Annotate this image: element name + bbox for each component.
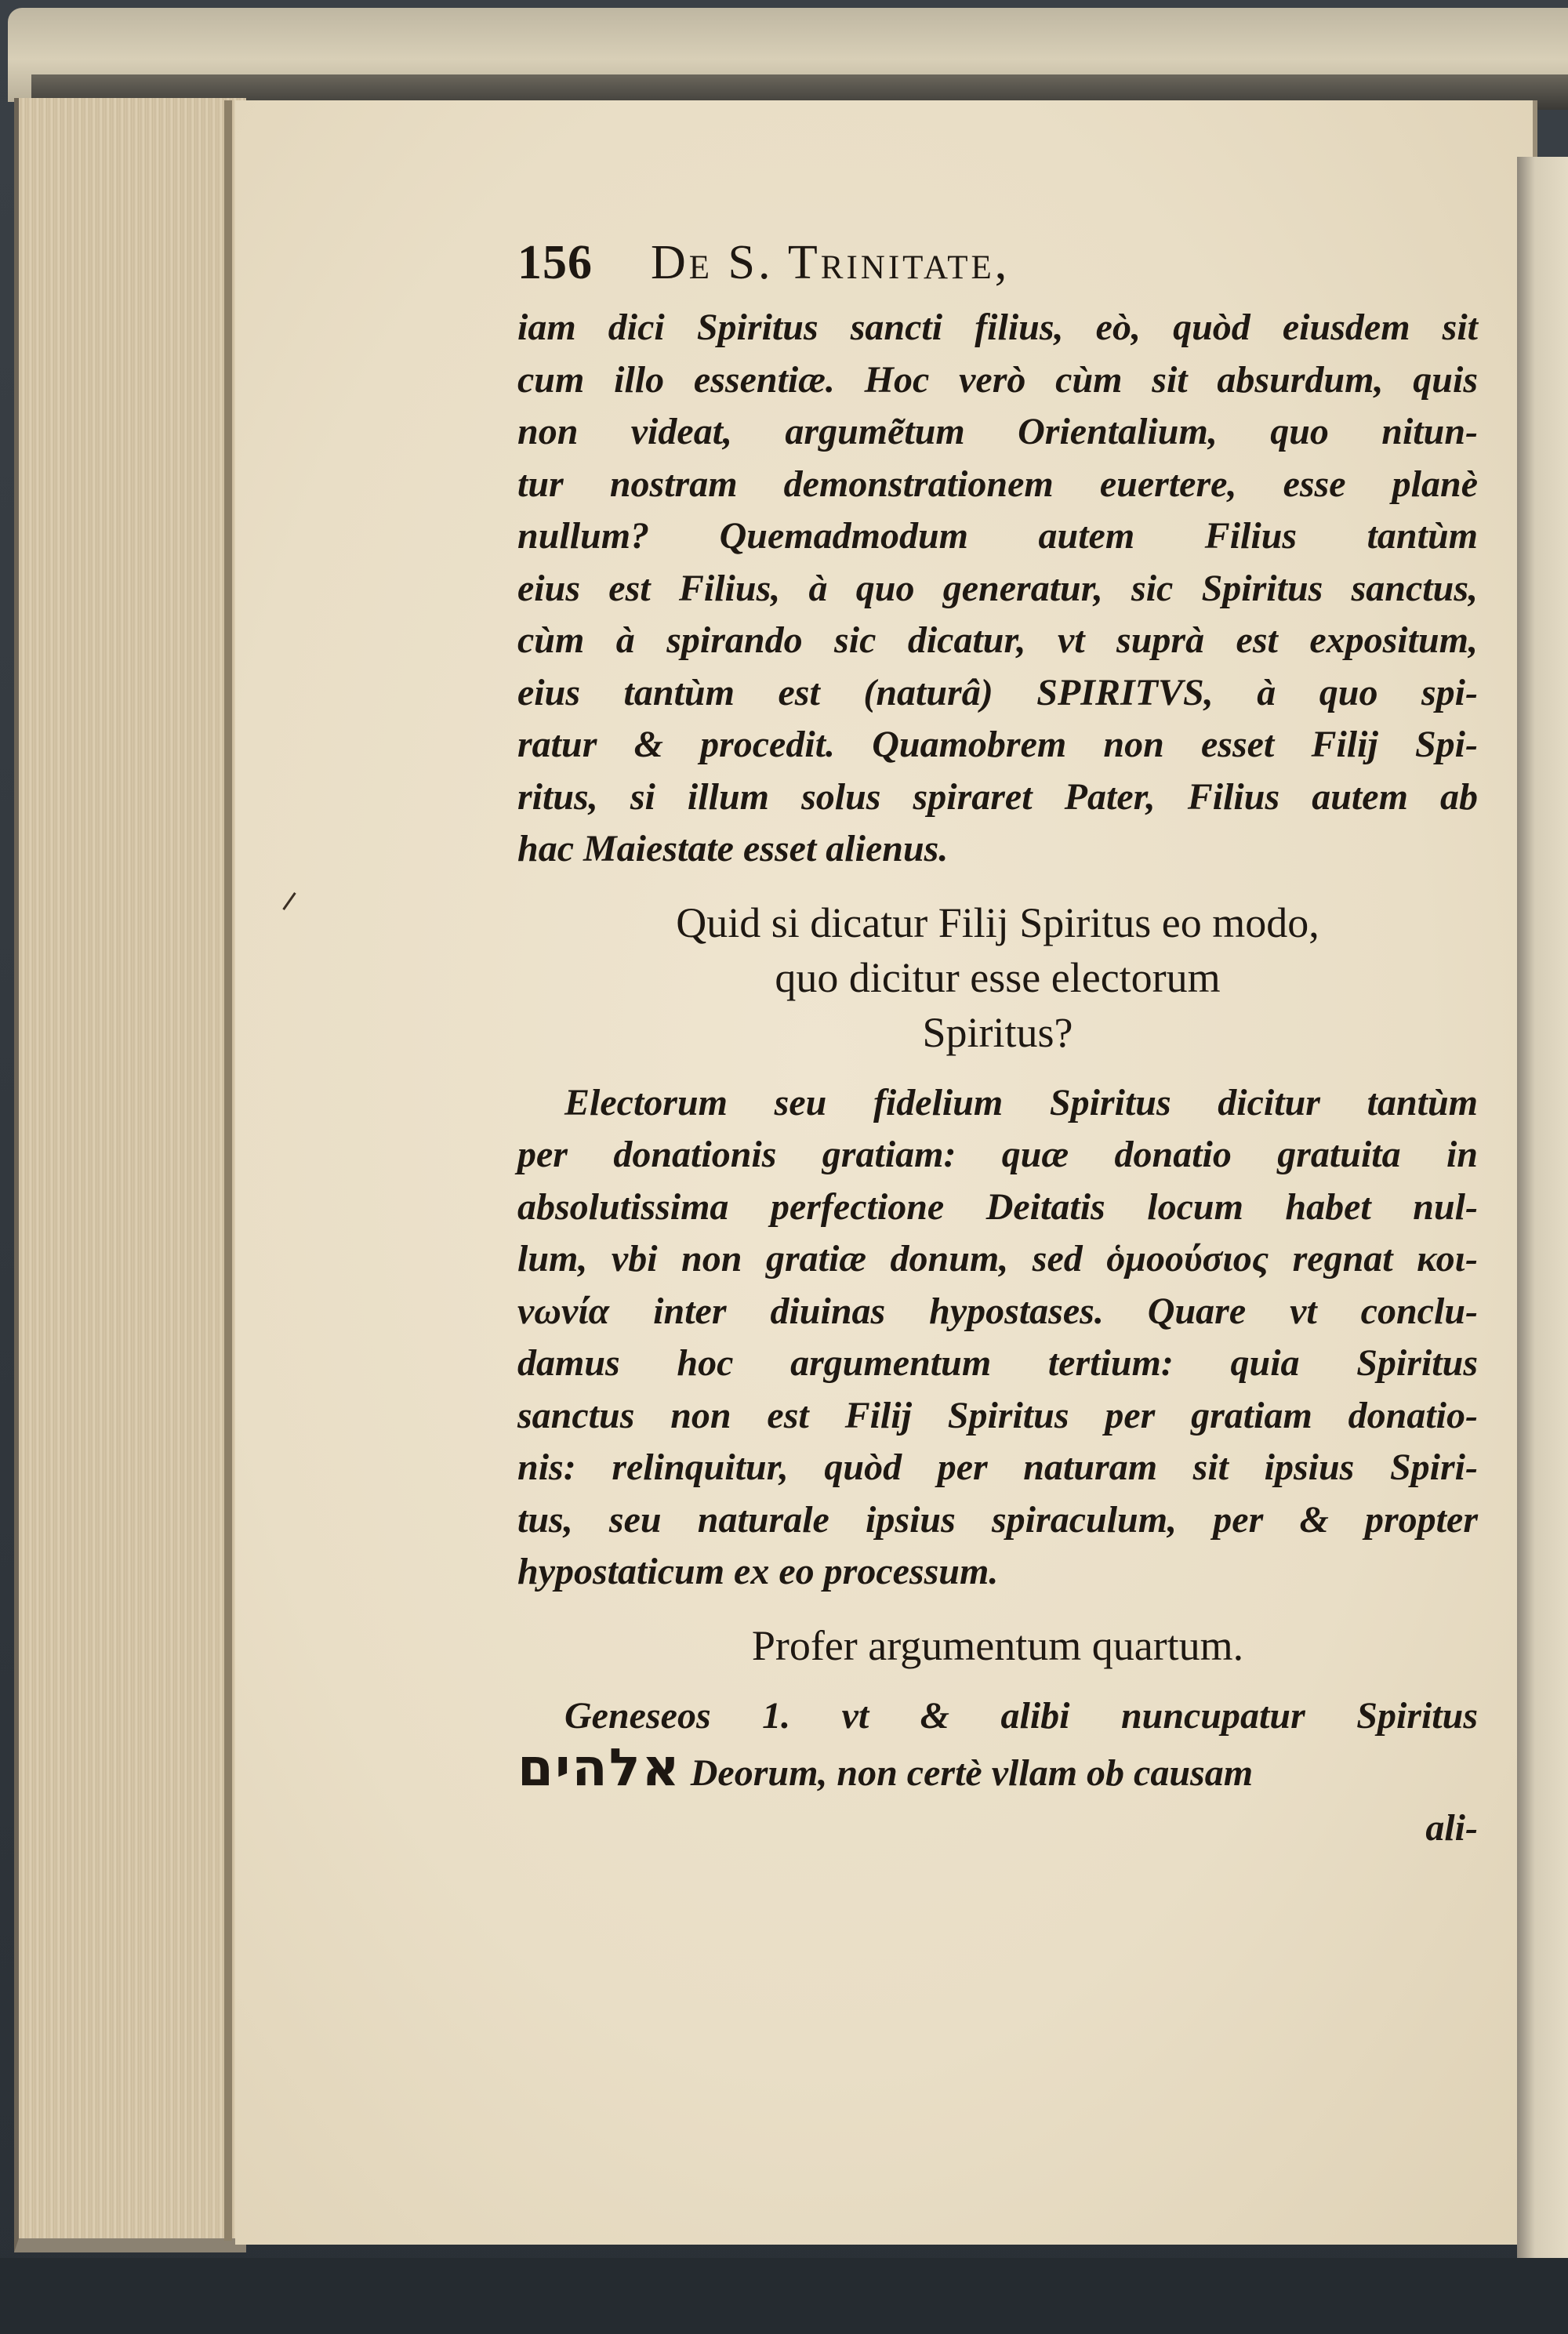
running-head: De S. Trinitate, — [651, 236, 1011, 289]
paragraph-2 — [517, 1077, 1478, 1599]
text-line: lum, vbi non gratiæ donum, sed ὁμοούσιος regnat κοι- — [517, 1238, 1478, 1280]
text-line: νωνία inter diuinas hypostases. Quare vt conclu- — [517, 1290, 1478, 1332]
text-line: cum illo essentiæ. Hoc verò cùm sit absurdum, quis — [517, 358, 1478, 401]
text-line: hac Maiestate esset alienus. — [517, 828, 949, 869]
heading-line: Profer argumentum quartum. — [751, 1621, 1244, 1669]
text-line: nis: relinquitur, quòd per naturam sit ipsius Spiri- — [517, 1446, 1478, 1488]
text-line: non videat, argumẽtum Orientalium, quo nitun- — [517, 411, 1478, 452]
heading-line: Quid si dicatur Filij Spiritus eo modo, — [676, 898, 1319, 946]
text-line: ratur & procedit. Quamobrem non esset Filij Spi- — [517, 724, 1478, 765]
page-stack-border — [224, 100, 232, 2241]
text-line: iam dici Spiritus sancti filius, eò, quòd eiusdem sit — [517, 307, 1478, 348]
text-line: cùm à spirando sic dicatur, vt suprà est expositum, — [517, 619, 1478, 661]
text-line: eius est Filius, à quo generatur, sic Spiritus sanctus, — [517, 567, 1478, 609]
text-line: ritus, si illum solus spiraret Pater, Filius autem ab — [517, 775, 1478, 818]
text-line: hypostaticum ex eo processum. — [517, 1551, 999, 1592]
text-line: tus, seu naturale ipsius spiraculum, per & propter — [517, 1498, 1478, 1541]
text-line: sanctus non est Filij Spiritus per gratiam donatio- — [517, 1394, 1478, 1436]
page-header — [517, 235, 1478, 302]
page-text — [517, 235, 1478, 1849]
text-line: eius tantùm est (naturâ) SPIRITVS, à quo spi- — [517, 671, 1478, 713]
heading-line: Spiritus? — [922, 1008, 1073, 1056]
text-line-with-hebrew — [517, 1737, 1478, 1800]
paragraph-1 — [517, 302, 1478, 876]
bottom-background — [0, 2258, 1568, 2334]
text-line: per donationis gratiam: quæ donatio gratuita in — [517, 1134, 1478, 1175]
paragraph-3 — [517, 1690, 1478, 1800]
text-fragment: Deorum, non certè vllam ob causam — [690, 1752, 1254, 1794]
text-line: absolutissima perfectione Deitatis locum habet nul- — [517, 1185, 1478, 1228]
page-number: 156 — [517, 236, 593, 289]
hebrew-word: אלהים — [517, 1737, 681, 1798]
text-line: damus hoc argumentum tertium: quia Spiritus — [517, 1342, 1478, 1384]
catchword: ali- — [1425, 1806, 1478, 1849]
facing-page-edge — [1517, 157, 1568, 2334]
text-line: Electorum seu fidelium Spiritus dicitur tantùm — [564, 1081, 1478, 1123]
text-line: nullum? Quemadmodum autem Filius tantùm — [517, 515, 1478, 557]
page-stack — [14, 98, 246, 2252]
text-line: Geneseos 1. vt & alibi nuncupatur Spiritus — [564, 1694, 1478, 1737]
question-heading-2 — [517, 1618, 1478, 1673]
text-line: tur nostram demonstrationem euertere, esse planè — [517, 463, 1478, 505]
question-heading-1 — [517, 895, 1478, 1060]
heading-line: quo dicitur esse electorum — [775, 953, 1221, 1001]
